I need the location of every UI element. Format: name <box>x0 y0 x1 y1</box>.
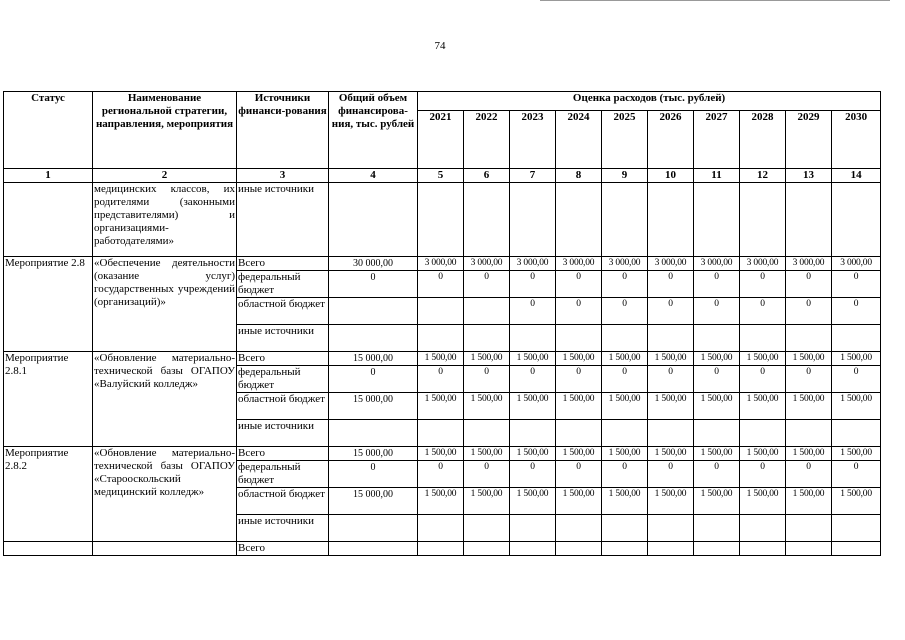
year-value-cell: 1 500,00 <box>556 488 602 515</box>
year-value-cell: 0 <box>418 366 464 393</box>
table-row <box>4 257 881 271</box>
year-value-cell: 0 <box>740 366 786 393</box>
year-value-cell <box>740 515 786 542</box>
status-cell <box>4 183 93 257</box>
year-value-cell: 3 000,00 <box>740 257 786 271</box>
year-value-cell: 1 500,00 <box>694 488 740 515</box>
year-value-cell: 0 <box>740 298 786 325</box>
continuation-row <box>4 183 881 257</box>
year-value-cell: 3 000,00 <box>694 257 740 271</box>
year-value-cell: 0 <box>786 366 832 393</box>
header-year: 2022 <box>464 111 510 169</box>
year-value-cell: 3 000,00 <box>418 257 464 271</box>
year-value-cell <box>740 325 786 352</box>
page-number: 74 <box>434 40 446 52</box>
year-value-cell: 1 500,00 <box>418 352 464 366</box>
year-value-cell <box>832 515 881 542</box>
total-cell: 0 <box>329 271 418 298</box>
year-value-cell <box>556 515 602 542</box>
year-value-cell: 3 000,00 <box>648 257 694 271</box>
year-value-cell: 1 500,00 <box>510 488 556 515</box>
year-value-cell: 1 500,00 <box>510 393 556 420</box>
year-value-cell: 1 500,00 <box>832 393 881 420</box>
year-value-cell <box>786 420 832 447</box>
year-value-cell: 0 <box>602 366 648 393</box>
year-value-cell: 1 500,00 <box>510 447 556 461</box>
source-label: областной бюджет <box>237 488 329 515</box>
year-value-cell <box>510 420 556 447</box>
measure-name: «Обеспечение деятельности (оказание услуг) государственных учреждений (организаций)» <box>93 257 237 352</box>
year-value-cell: 0 <box>740 271 786 298</box>
total-cell: 0 <box>329 461 418 488</box>
year-value-cell <box>556 420 602 447</box>
year-value-cell: 1 500,00 <box>556 393 602 420</box>
year-value-cell: 1 500,00 <box>602 393 648 420</box>
year-value-cell: 1 500,00 <box>694 393 740 420</box>
year-value-cell: 1 500,00 <box>648 447 694 461</box>
source-label: федеральный бюджет <box>237 366 329 393</box>
source-label: иные источники <box>237 325 329 352</box>
col-number: 1 <box>4 169 93 183</box>
year-value-cell: 1 500,00 <box>740 447 786 461</box>
year-value-cell: 1 500,00 <box>786 447 832 461</box>
year-value-cell <box>602 420 648 447</box>
header-year: 2021 <box>418 111 464 169</box>
year-value-cell: 3 000,00 <box>556 257 602 271</box>
year-value-cell: 1 500,00 <box>464 447 510 461</box>
header-year: 2030 <box>832 111 881 169</box>
year-value-cell: 0 <box>694 298 740 325</box>
year-value-cell: 0 <box>740 461 786 488</box>
col-number: 5 <box>418 169 464 183</box>
header-year: 2026 <box>648 111 694 169</box>
col-number: 11 <box>694 169 740 183</box>
year-value-cell: 0 <box>694 461 740 488</box>
year-value-cell: 0 <box>464 461 510 488</box>
year-value-cell: 1 500,00 <box>602 447 648 461</box>
col-number: 12 <box>740 169 786 183</box>
header-year: 2028 <box>740 111 786 169</box>
measure-status: Мероприятие 2.8.1 <box>4 352 93 447</box>
header-year: 2027 <box>694 111 740 169</box>
col-number: 13 <box>786 169 832 183</box>
measure-status: Мероприятие 2.8.2 <box>4 447 93 542</box>
col-number: 2 <box>93 169 237 183</box>
year-value-cell <box>786 515 832 542</box>
year-value-cell: 0 <box>602 271 648 298</box>
year-value-cell: 1 500,00 <box>740 352 786 366</box>
measure-name: «Обновление материально-технической базы ОГАПОУ «Валуйский колледж» <box>93 352 237 447</box>
source-label: Всего <box>237 447 329 461</box>
year-value-cell: 0 <box>786 271 832 298</box>
year-value-cell <box>694 420 740 447</box>
year-value-cell <box>648 420 694 447</box>
year-value-cell: 0 <box>464 271 510 298</box>
year-value-cell <box>418 325 464 352</box>
year-value-cell: 1 500,00 <box>832 447 881 461</box>
header-total: Общий объем финансирова-ния, тыс. рублей <box>329 92 418 169</box>
total-cell <box>329 515 418 542</box>
total-cell <box>329 298 418 325</box>
source-label: Всего <box>237 257 329 271</box>
year-value-cell: 1 500,00 <box>464 393 510 420</box>
year-value-cell <box>740 420 786 447</box>
year-value-cell: 0 <box>556 271 602 298</box>
header-name: Наименование региональной стратегии, направления, мероприятия <box>93 92 237 169</box>
year-value-cell <box>418 420 464 447</box>
year-value-cell <box>418 515 464 542</box>
year-value-cell: 3 000,00 <box>832 257 881 271</box>
year-value-cell <box>694 515 740 542</box>
measure-name: медицинских классов, их родителями (законными представителями) и организациями-работодателями» <box>93 183 237 257</box>
year-value-cell: 0 <box>786 298 832 325</box>
year-value-cell: 1 500,00 <box>648 488 694 515</box>
measure-name: «Обновление материально-технической базы ОГАПОУ «Старооскольский медицинский колледж» <box>93 447 237 542</box>
source-label: иные источники <box>237 420 329 447</box>
table-row <box>4 447 881 461</box>
year-value-cell <box>510 325 556 352</box>
col-number: 6 <box>464 169 510 183</box>
year-value-cell: 0 <box>694 366 740 393</box>
total-cell <box>329 325 418 352</box>
col-number: 4 <box>329 169 418 183</box>
year-value-cell: 0 <box>694 271 740 298</box>
header-status: Статус <box>4 92 93 169</box>
header-estimate: Оценка расходов (тыс. рублей) <box>418 92 881 111</box>
year-value-cell: 0 <box>648 271 694 298</box>
year-value-cell <box>832 325 881 352</box>
col-number: 7 <box>510 169 556 183</box>
year-value-cell <box>832 420 881 447</box>
year-value-cell <box>464 325 510 352</box>
year-value-cell: 0 <box>832 271 881 298</box>
year-value-cell: 0 <box>510 461 556 488</box>
col-number: 8 <box>556 169 602 183</box>
year-value-cell: 0 <box>556 298 602 325</box>
year-value-cell: 0 <box>648 366 694 393</box>
year-value-cell: 3 000,00 <box>510 257 556 271</box>
total-cell: 30 000,00 <box>329 257 418 271</box>
year-value-cell: 1 500,00 <box>786 393 832 420</box>
source-label: областной бюджет <box>237 393 329 420</box>
year-value-cell: 0 <box>510 298 556 325</box>
year-value-cell: 1 500,00 <box>418 447 464 461</box>
year-value-cell: 1 500,00 <box>464 488 510 515</box>
year-value-cell: 0 <box>832 366 881 393</box>
header-sources: Источники финанси-рования <box>237 92 329 169</box>
year-value-cell <box>510 515 556 542</box>
year-value-cell: 0 <box>418 271 464 298</box>
year-value-cell: 0 <box>556 366 602 393</box>
year-value-cell: 0 <box>786 461 832 488</box>
col-number: 9 <box>602 169 648 183</box>
year-value-cell: 1 500,00 <box>556 447 602 461</box>
total-cell: 15 000,00 <box>329 447 418 461</box>
year-value-cell: 0 <box>602 461 648 488</box>
year-value-cell <box>418 298 464 325</box>
year-value-cell: 0 <box>648 461 694 488</box>
year-value-cell <box>464 298 510 325</box>
year-value-cell <box>464 515 510 542</box>
last-row <box>4 542 881 556</box>
source-label: федеральный бюджет <box>237 271 329 298</box>
year-value-cell: 3 000,00 <box>602 257 648 271</box>
year-value-cell: 1 500,00 <box>832 488 881 515</box>
top-rule <box>540 0 890 1</box>
source-label: иные источники <box>237 183 329 257</box>
year-value-cell <box>602 515 648 542</box>
year-value-cell: 1 500,00 <box>418 488 464 515</box>
year-value-cell: 1 500,00 <box>602 488 648 515</box>
year-value-cell: 1 500,00 <box>602 352 648 366</box>
total-cell <box>329 420 418 447</box>
year-value-cell: 0 <box>556 461 602 488</box>
year-value-cell: 0 <box>418 461 464 488</box>
year-value-cell <box>694 325 740 352</box>
year-value-cell: 1 500,00 <box>648 393 694 420</box>
year-value-cell: 1 500,00 <box>464 352 510 366</box>
col-number: 10 <box>648 169 694 183</box>
year-value-cell: 1 500,00 <box>510 352 556 366</box>
year-value-cell: 1 500,00 <box>786 488 832 515</box>
budget-table <box>3 91 881 556</box>
measure-status: Мероприятие 2.8 <box>4 257 93 352</box>
table-row <box>4 352 881 366</box>
col-number: 14 <box>832 169 881 183</box>
year-value-cell: 0 <box>648 298 694 325</box>
year-value-cell <box>464 420 510 447</box>
year-value-cell: 3 000,00 <box>786 257 832 271</box>
year-value-cell: 0 <box>510 271 556 298</box>
year-value-cell: 0 <box>510 366 556 393</box>
total-cell: 15 000,00 <box>329 393 418 420</box>
total-cell: 0 <box>329 366 418 393</box>
year-value-cell: 1 500,00 <box>648 352 694 366</box>
year-value-cell: 1 500,00 <box>556 352 602 366</box>
header-year: 2024 <box>556 111 602 169</box>
year-value-cell: 0 <box>832 298 881 325</box>
year-value-cell <box>556 325 602 352</box>
year-value-cell <box>786 325 832 352</box>
year-value-cell: 1 500,00 <box>740 393 786 420</box>
year-value-cell: 1 500,00 <box>786 352 832 366</box>
source-label: иные источники <box>237 515 329 542</box>
header-year: 2029 <box>786 111 832 169</box>
source-label: Всего <box>237 352 329 366</box>
year-value-cell: 3 000,00 <box>464 257 510 271</box>
year-value-cell: 0 <box>464 366 510 393</box>
year-value-cell <box>602 325 648 352</box>
year-value-cell <box>648 515 694 542</box>
col-number: 3 <box>237 169 329 183</box>
total-cell: 15 000,00 <box>329 488 418 515</box>
year-value-cell: 1 500,00 <box>694 352 740 366</box>
source-label: Всего <box>237 542 329 556</box>
year-value-cell: 1 500,00 <box>694 447 740 461</box>
source-label: областной бюджет <box>237 298 329 325</box>
year-value-cell: 1 500,00 <box>832 352 881 366</box>
source-label: федеральный бюджет <box>237 461 329 488</box>
year-value-cell: 0 <box>832 461 881 488</box>
total-cell: 15 000,00 <box>329 352 418 366</box>
header-year: 2025 <box>602 111 648 169</box>
year-value-cell: 1 500,00 <box>418 393 464 420</box>
header-year: 2023 <box>510 111 556 169</box>
year-value-cell: 1 500,00 <box>740 488 786 515</box>
year-value-cell <box>648 325 694 352</box>
year-value-cell: 0 <box>602 298 648 325</box>
